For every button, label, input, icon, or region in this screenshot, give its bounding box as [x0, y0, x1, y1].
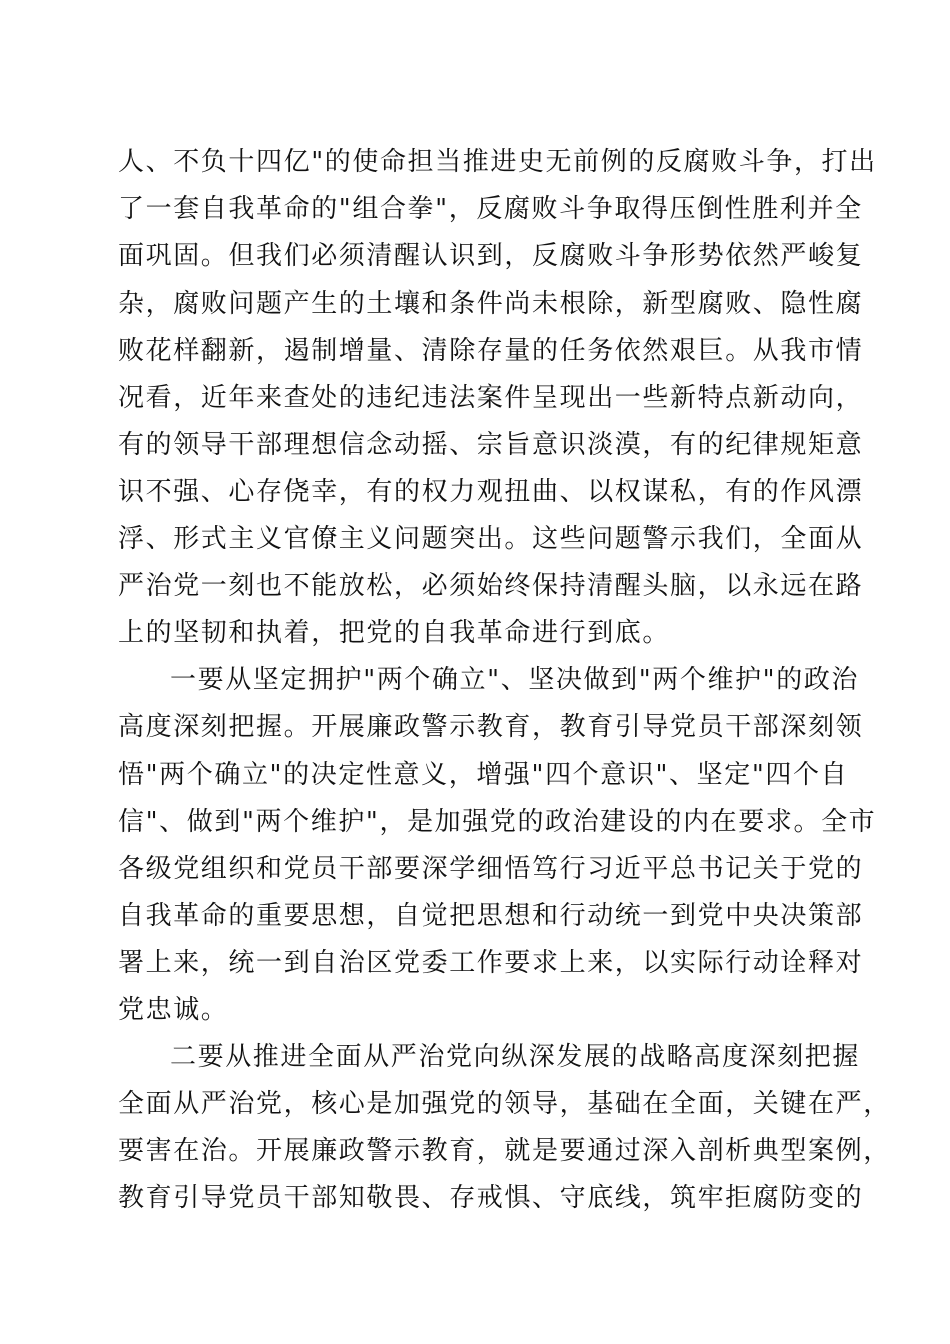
paragraph-heading-line: 一要从坚定拥护"两个确立"、坚决做到"两个维护"的政治	[170, 665, 860, 695]
body-text-line: 杂，腐败问题产生的土壤和条件尚未根除，新型腐败、隐性腐	[118, 289, 864, 319]
body-text-line: 要害在治。开展廉政警示教育，就是要通过深入剖析典型案例，	[118, 1136, 891, 1166]
body-text-line: 自我革命的重要思想，自觉把思想和行动统一到党中央决策部	[118, 901, 864, 931]
body-text-line: 全面从严治党，核心是加强党的领导，基础在全面，关键在严，	[118, 1089, 891, 1119]
body-text-line: 了一套自我革命的"组合拳"，反腐败斗争取得压倒性胜利并全	[118, 194, 863, 224]
body-text-line: 识不强、心存侥幸，有的权力观扭曲、以权谋私，有的作风漂	[118, 477, 864, 507]
body-text-line: 面巩固。但我们必须清醒认识到，反腐败斗争形势依然严峻复	[118, 241, 864, 271]
body-text-line: 教育引导党员干部知敬畏、存戒惧、守底线，筑牢拒腐防变的	[118, 1183, 864, 1213]
body-text-line: 高度深刻把握。开展廉政警示教育，教育引导党员干部深刻领	[118, 712, 864, 742]
body-text-line: 上的坚韧和执着，把党的自我革命进行到底。	[118, 618, 671, 648]
body-text-line: 况看，近年来查处的违纪违法案件呈现出一些新特点新动向，	[118, 383, 864, 413]
paragraph-heading-line: 二要从推进全面从严治党向纵深发展的战略高度深刻把握	[170, 1042, 861, 1072]
body-text-line: 有的领导干部理想信念动摇、宗旨意识淡漠，有的纪律规矩意	[118, 430, 864, 460]
body-text-line: 署上来，统一到自治区党委工作要求上来，以实际行动诠释对	[118, 948, 864, 978]
body-text-line: 信"、做到"两个维护"，是加强党的政治建设的内在要求。全市	[118, 807, 877, 837]
body-text-line: 严治党一刻也不能放松，必须始终保持清醒头脑，以永远在路	[118, 571, 864, 601]
body-text-line: 悟"两个确立"的决定性意义，增强"四个意识"、坚定"四个自	[118, 760, 849, 790]
body-text-line: 浮、形式主义官僚主义问题突出。这些问题警示我们，全面从	[118, 524, 864, 554]
body-text-line: 各级党组织和党员干部要深学细悟笃行习近平总书记关于党的	[118, 854, 864, 884]
body-text-line: 人、不负十四亿"的使命担当推进史无前例的反腐败斗争，打出	[118, 147, 877, 177]
body-text-line: 党忠诚。	[118, 995, 229, 1025]
body-text-line: 败花样翻新，遏制增量、清除存量的任务依然艰巨。从我市情	[118, 336, 864, 366]
